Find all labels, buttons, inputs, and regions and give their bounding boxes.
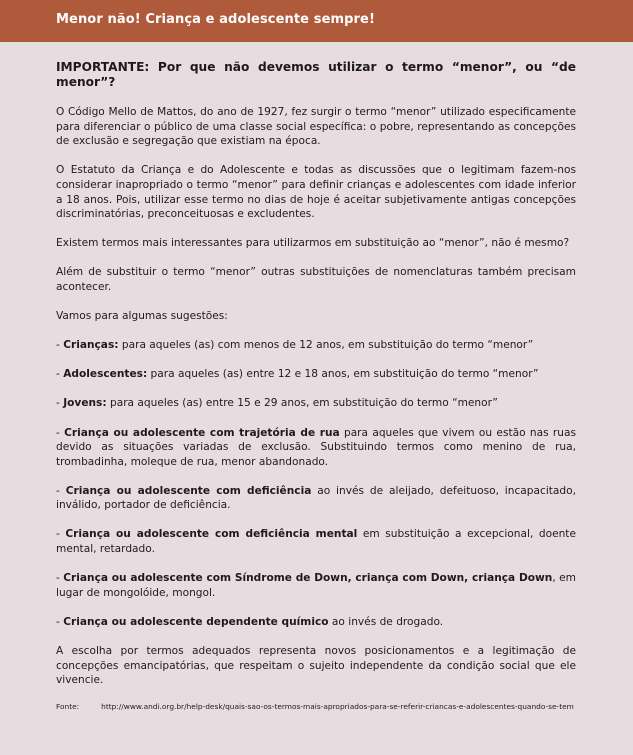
item-dash: - <box>56 426 65 439</box>
item-dash: - <box>56 615 64 628</box>
suggestion-item <box>56 571 576 600</box>
source-url: http://www.andi.org.br/help-desk/quais-sao-os-termos-mais-apropriados-para-se-referir-criancas-e-adolescentes-quando-se-tem <box>101 702 574 712</box>
suggestion-item <box>56 615 576 630</box>
suggestion-text: em substituição a excepcional, doente mental, retardado. <box>56 528 576 556</box>
suggestion-term: Adolescentes: <box>63 368 148 381</box>
source-label: Fonte: <box>56 702 80 712</box>
header-title: Menor não! Criança e adolescente sempre! <box>56 12 375 27</box>
paragraph-closing: A escolha por termos adequados representa novos posicionamentos e a legitimação de concepções emancipatórias, que respeitam o sujeito independente da condição social que ele vivencie. <box>56 644 576 687</box>
suggestion-item <box>56 426 576 470</box>
item-dash: - <box>56 397 64 410</box>
suggestion-text: , em lugar de mongolóide, mongol. <box>56 572 576 599</box>
suggestion-term: Crianças: <box>63 339 119 352</box>
paragraph-statute: O Estatuto da Criança e do Adolescente e todas as discussões que o legitimam fazem-nos considerar inapropriado o termo “menor” para definir crianças e adolescentes com idade inferior a 18 anos. Pois, utilizar esse termo no dias de hoje é aceitar subjetivamente antigas concepções discriminatórias, preconceituosas e excludentes. <box>56 164 576 221</box>
paragraph-suggestions-intro: Vamos para algumas sugestões: <box>56 310 228 323</box>
suggestion-term: Criança ou adolescente dependente químico <box>63 615 329 628</box>
paragraph-history: O Código Mello de Mattos, do ano de 1927, fez surgir o termo “menor” utilizado especificamente para diferenciar o público de uma classe social específica: o pobre, representando as concepções de exclusão e segregação que existiam na época. <box>56 106 576 148</box>
suggestion-item <box>56 396 576 411</box>
article-heading: IMPORTANTE: Por que não devemos utilizar o termo “menor”, ou “de menor”? <box>56 60 576 89</box>
suggestion-text: para aqueles que vivem ou estão nas ruas devido as situações variadas de exclusão. Substituindo termos como menino de rua, trombadinha, moleque de rua, menor abandonado. <box>56 426 576 468</box>
suggestion-term: Jovens: <box>63 397 107 410</box>
suggestion-item <box>56 527 576 556</box>
paragraph-alternatives: Existem termos mais interessantes para utilizarmos em substituição ao “menor”, não é mesmo? <box>56 237 570 250</box>
suggestion-text: para aqueles (as) entre 12 e 18 anos, em substituição do termo “menor” <box>147 368 539 381</box>
article-body <box>56 60 576 727</box>
item-dash: - <box>56 528 66 541</box>
suggestion-item <box>56 338 576 353</box>
item-dash: - <box>56 368 64 381</box>
page-header <box>0 0 633 42</box>
suggestion-text: para aqueles (as) entre 15 e 29 anos, em substituição do termo “menor” <box>106 397 498 410</box>
suggestion-term: Criança ou adolescente com deficiência <box>65 484 312 497</box>
suggestion-text: para aqueles (as) com menos de 12 anos, em substituição do termo “menor” <box>118 339 534 352</box>
item-dash: - <box>56 339 64 352</box>
suggestion-term: Criança ou adolescente com trajetória de rua <box>64 426 340 439</box>
source-note <box>56 702 576 712</box>
suggestion-term: Criança ou adolescente com deficiência mental <box>65 528 358 541</box>
item-dash: - <box>56 572 64 585</box>
suggestion-item <box>56 484 576 513</box>
suggestion-text: ao invés de drogado. <box>328 615 444 628</box>
suggestion-text: ao invés de aleijado, defeituoso, incapacitado, inválido, portador de deficiência. <box>56 484 576 512</box>
paragraph-other-terms: Além de substituir o termo “menor” outras substituições de nomenclaturas também precisam acontecer. <box>56 266 576 294</box>
item-dash: - <box>56 484 66 497</box>
suggestion-term: Criança ou adolescente com Síndrome de Down, criança com Down, criança Down <box>63 572 553 585</box>
suggestion-item <box>56 367 576 382</box>
